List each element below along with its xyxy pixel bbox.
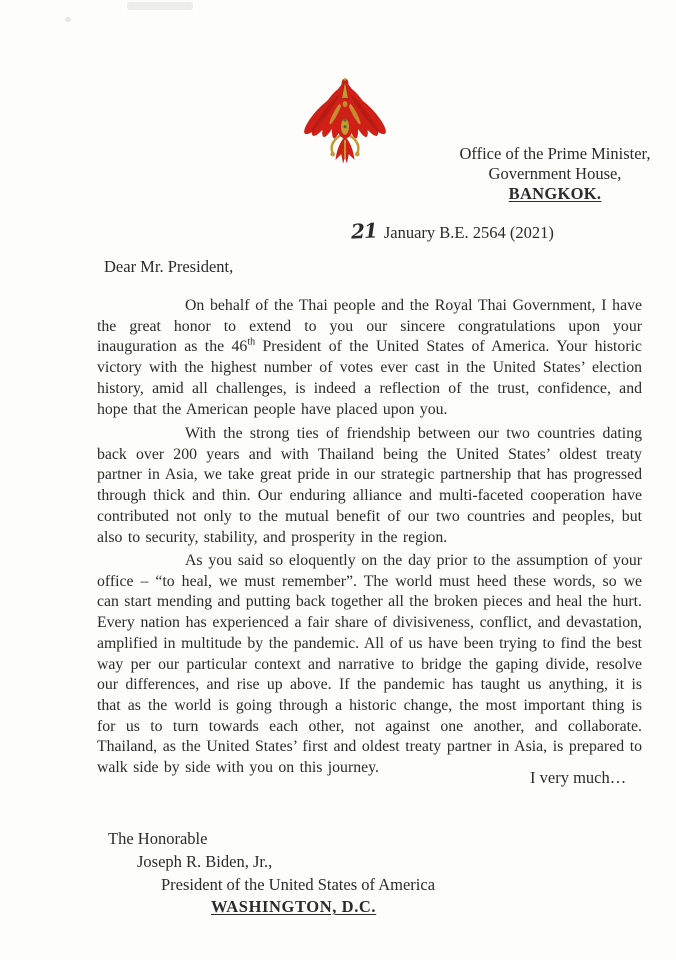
paragraph-1-text: On behalf of the Thai people and the Royal Thai Government, I have the great honor to extend to you our sincere congratulations upon your inauguration as the 46	[97, 297, 642, 356]
ordinal-superscript: th	[247, 337, 256, 349]
letterhead-city: BANGKOK.	[508, 184, 602, 203]
recipient-name: Joseph R. Biden, Jr.,	[137, 852, 273, 871]
letterhead-house: Government House,	[488, 164, 622, 183]
paragraph-1-text: President of the United States of America. Your historic victory with the highest number of votes ever cast in the United States’ election history, amid all challenges, is indeed a reflection of the trust, confidence, and hope that the American people have placed upon you.	[97, 338, 642, 418]
letterhead-office: Office of the Prime Minister,	[459, 144, 651, 163]
salutation: Dear Mr. President,	[104, 257, 234, 276]
closing-fragment: I very much…	[530, 768, 627, 787]
recipient-city: WASHINGTON, D.C.	[211, 897, 377, 916]
paragraph-2: With the strong ties of friendship between our two countries dating back over 200 years and with Thailand being the United States’ oldest treaty partner in Asia, we take great pride in our strategic partnership that has progressed through thick and thin. Our enduring alliance and multi-faceted cooperation have contributed not only to the mutual benefit of our two countries and peoples, but also to security, stability, and prosperity in the region.	[97, 425, 642, 546]
handwritten-day: 21	[350, 218, 378, 244]
scan-smudge	[127, 2, 193, 10]
recipient-honorific: The Honorable	[108, 829, 208, 848]
scan-smudge	[65, 17, 71, 22]
paragraph-1	[97, 296, 642, 420]
date-text: January B.E. 2564 (2021)	[383, 223, 554, 242]
garuda-emblem-icon	[302, 68, 388, 210]
paragraph-3: As you said so eloquently on the day prior to the assumption of your office – “to heal, we must remember”. The world must heed these words, so we can start mending and putting back together all the broken pieces and heal the hurt. Every nation has experienced a fair share of divisiveness, conflict, and devastation, amplified in multitude by the pandemic. All of us have been trying to find the best way per our particular context and narrative to bridge the gaping divide, resolve our differences, and rise up above. If the pandemic has taught us anything, it is that as the world is going through a historic change, the most important thing is for us to turn towards each other, not against one another, and collaborate. Thailand, as the United States’ first and oldest treaty partner in Asia, is prepared to walk side by side with you on this journey.	[97, 552, 642, 777]
date-line	[351, 219, 554, 243]
recipient-title: President of the United States of America	[161, 875, 436, 894]
letterhead-block	[450, 144, 660, 204]
